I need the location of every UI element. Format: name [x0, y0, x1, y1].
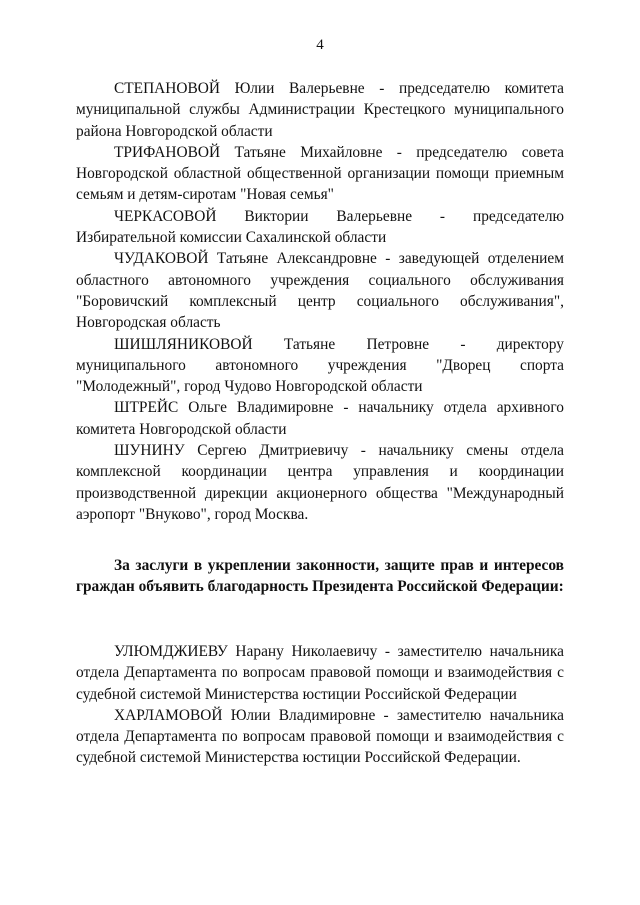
person-name: ЧУДАКОВОЙ — [114, 250, 209, 268]
person-description: Виктории Валерьевне - председателю Избирательной комиссии Сахалинской области — [76, 207, 564, 247]
award-entry-trifanova — [76, 142, 564, 206]
person-description: Татьяне Михайловне - председателю совета Новгородской областной общественной организации помощи приемным семьям и детям-сиротам "Новая семья" — [76, 143, 564, 204]
document-body — [76, 78, 564, 525]
award-entry-shishlyanikova — [76, 334, 564, 398]
person-name: ШИШЛЯНИКОВОЙ — [114, 335, 253, 353]
person-description: Ольге Владимировне - начальнику отдела архивного комитета Новгородской области — [76, 399, 564, 438]
section-heading: За заслуги в укреплении законности, защите прав и интересов граждан объявить благодарность Президента Российской Федерации: — [76, 557, 564, 596]
person-description: Юлии Валерьевне - председателю комитета муниципальной службы Администрации Крестецкого муниципального района Новгородской области — [76, 80, 564, 140]
award-entry-ulyumdzhievu — [76, 641, 564, 705]
person-name: ШУНИНУ — [114, 442, 185, 460]
award-entry-kharlamova — [76, 705, 564, 769]
award-entry-stepanova — [76, 78, 564, 142]
person-description: Татьяне Александровне - заведующей отделением областного автономного учреждения социального обслуживания "Боровичский комплексный центр социального обслуживания", Новгородская область — [76, 250, 564, 332]
page-number: 4 — [316, 37, 324, 53]
person-description: Татьяне Петровне - директору муниципального автономного учреждения "Дворец спорта "Молодежный", город Чудово Новгородской области — [76, 335, 564, 396]
person-name: ТРИФАНОВОЙ — [114, 143, 221, 161]
person-name: ЧЕРКАСОВОЙ — [114, 207, 217, 225]
person-description: Нарану Николаевичу - заместителю начальника отдела Департамента по вопросам правовой помощи и взаимодействия с судебной системой Министерства юстиции Российской Федерации — [76, 643, 564, 703]
award-entry-shtreys — [76, 397, 564, 440]
document-body-section-2 — [76, 641, 564, 769]
person-name: СТЕПАНОВОЙ — [114, 80, 221, 97]
person-name: ШТРЕЙС — [114, 399, 179, 417]
person-description: Юлии Владимировне - заместителю начальника отдела Департамента по вопросам правовой помощи и взаимодействия с судебной системой Министерства юстиции Российской Федерации. — [76, 706, 564, 767]
award-entry-shuninu — [76, 440, 564, 525]
person-name: УЛЮМДЖИЕВУ — [114, 643, 228, 660]
person-description: Сергею Дмитриевичу - начальнику смены отдела комплексной координации центра управления и координации производственной дирекции акционерного общества "Международный аэропорт "Внуково", город Москва. — [76, 442, 564, 523]
award-entry-chudakova — [76, 248, 564, 333]
person-name: ХАРЛАМОВОЙ — [114, 706, 223, 724]
award-entry-cherkasova — [76, 206, 564, 249]
